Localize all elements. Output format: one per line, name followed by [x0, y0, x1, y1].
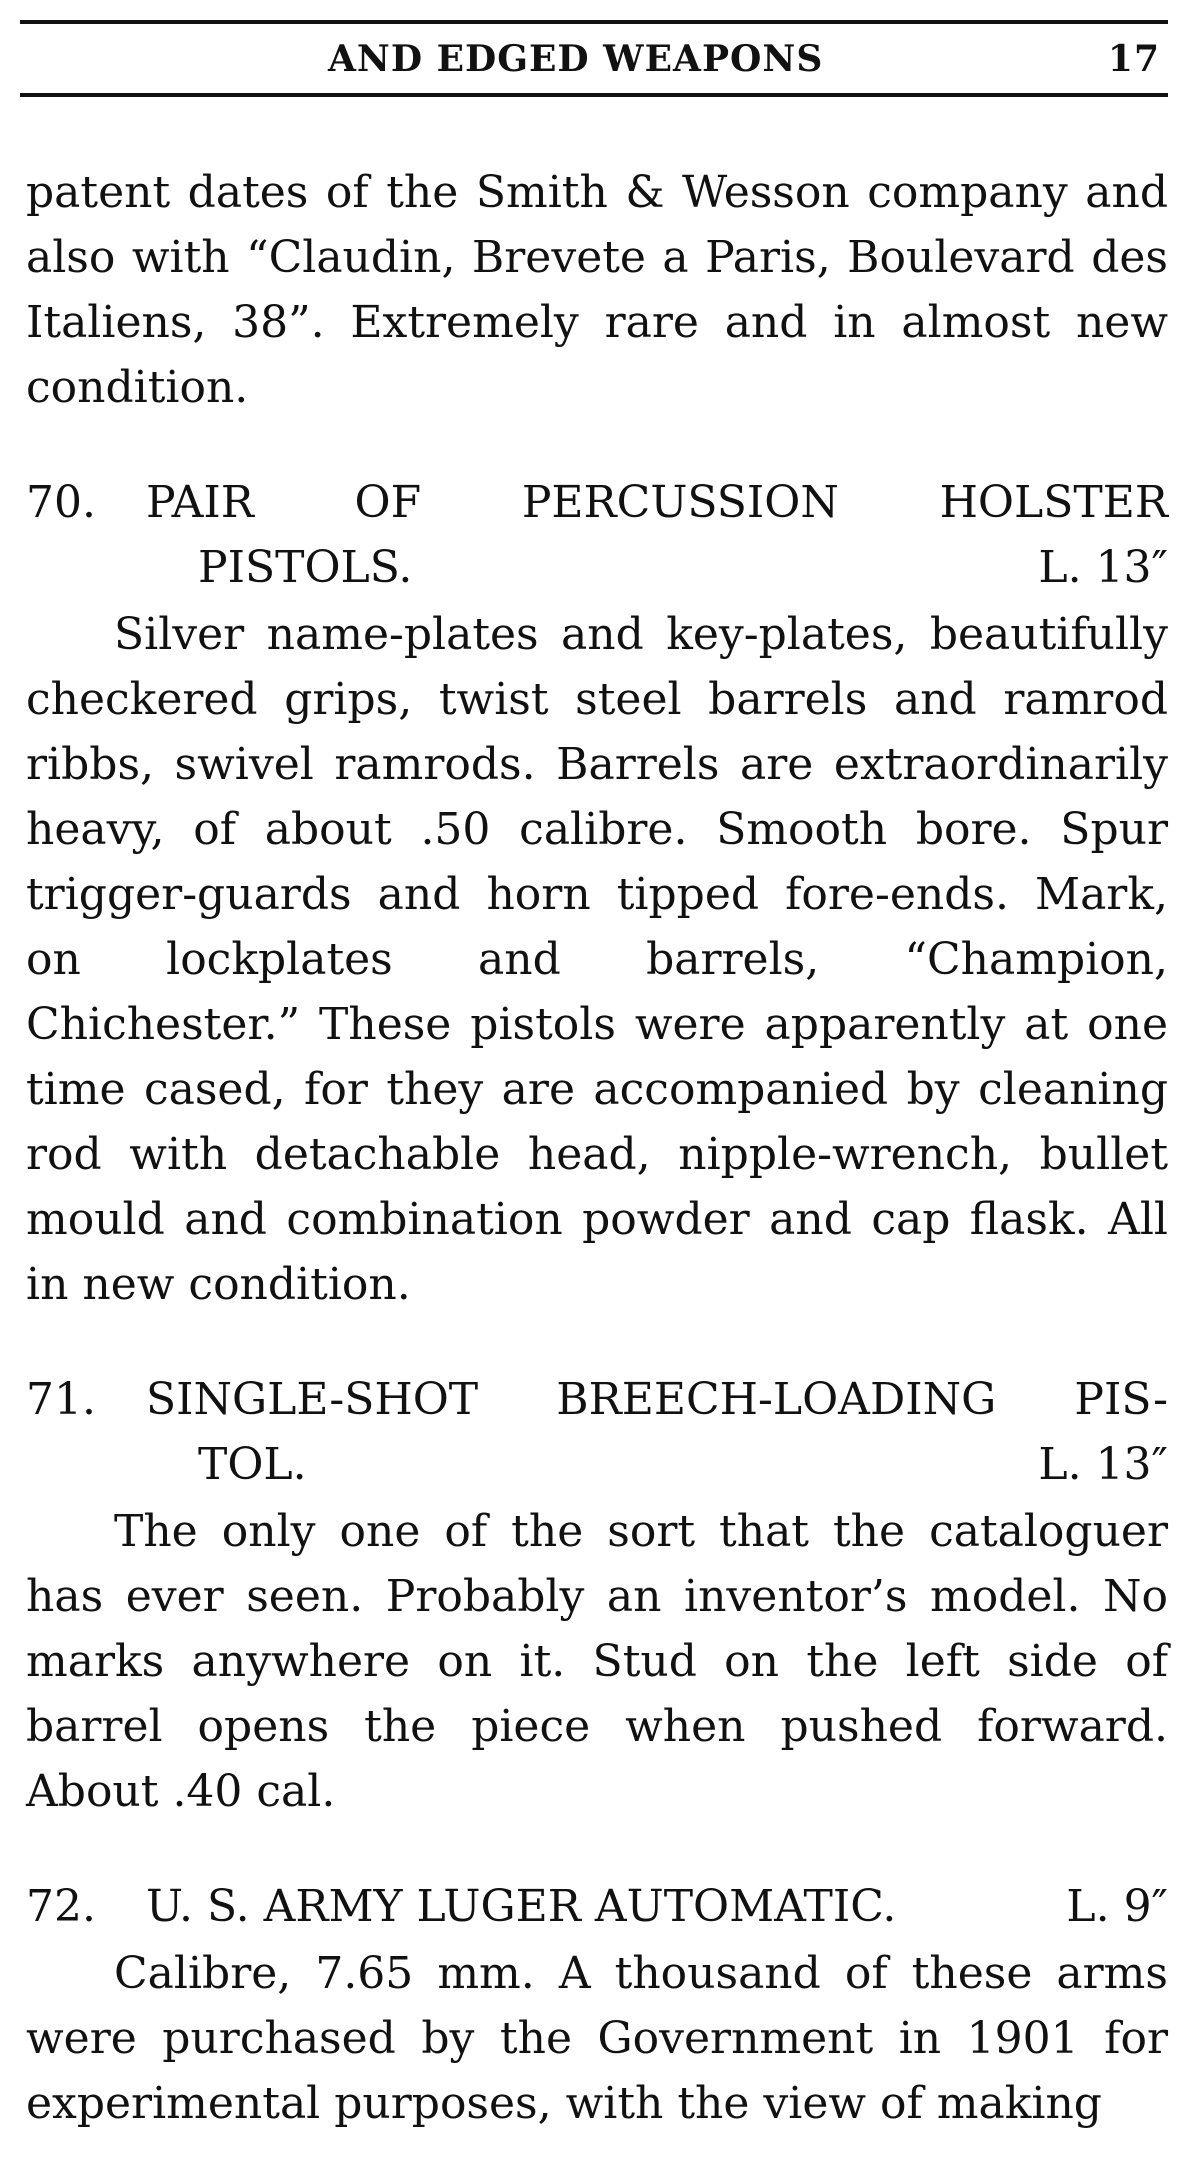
entry-description: Calibre, 7.65 mm. A thousand of these arms were purchased by the Government in 1901 for experimental purposes, with the view of making: [26, 1948, 1168, 2129]
entry-description: Silver name-plates and key-plates, beautifully checkered grips, twist steel barrels and ramrod ribbs, swivel ramrods. Barrels are extraordinarily heavy, of about .50 calibre. Smooth bore. Spur trigger-guards and horn tipped fore-ends. Mark, on lockplates and barrels, “Champion, Chichester.” These pistols were apparently at one time cased, for they are accompanied by cleaning rod with detachable head, nipple-wrench, bullet mould and combination powder and cap flask. All in new condition.: [26, 609, 1168, 1310]
entry-number: 71.: [26, 1374, 96, 1425]
running-head: [20, 38, 1168, 88]
heading-word: PAIR: [146, 477, 254, 528]
entry-length: L. 13″: [1038, 542, 1168, 593]
entry-heading: [26, 470, 1168, 600]
entry-length: L. 9″: [1066, 1881, 1168, 1932]
continuation-paragraph: patent dates of the Smith & Wesson company and also with “Claudin, Brevete a Paris, Boulevard des Italiens, 38”. Extremely rare and in almost new condition.: [26, 167, 1168, 413]
heading-continuation: TOL.: [198, 1439, 307, 1490]
heading-continuation: PISTOLS.: [198, 542, 413, 593]
catalogue-entry-72: [26, 1874, 1168, 2136]
entry-description: The only one of the sort that the cataloguer has ever seen. Probably an inventor’s model. No marks anywhere on it. Stud on the left side of barrel opens the piece when pushed forward. About .40 cal.: [26, 1506, 1168, 1817]
heading-word: BREECH-LOADING: [556, 1374, 997, 1425]
running-head-title: AND EDGED WEAPONS: [328, 38, 824, 80]
entry-number: 72.: [26, 1881, 96, 1932]
entry-title: U. S. ARMY LUGER AUTOMATIC.: [146, 1881, 897, 1932]
heading-word: PERCUSSION: [521, 477, 839, 528]
heading-word: HOLSTER: [939, 477, 1168, 528]
header-rule-bottom: [20, 93, 1168, 97]
entry-heading: [26, 1874, 1168, 1939]
entry-heading: [26, 1367, 1168, 1497]
heading-word: SINGLE-SHOT: [146, 1374, 479, 1425]
page-body: [26, 160, 1168, 2136]
heading-word: PIS-: [1074, 1374, 1168, 1425]
entry-number: 70.: [26, 477, 96, 528]
catalogue-entry-71: [26, 1367, 1168, 1824]
heading-word: OF: [354, 477, 422, 528]
page-number: 17: [1107, 38, 1160, 80]
catalogue-entry-70: [26, 470, 1168, 1317]
entry-length: L. 13″: [1038, 1439, 1168, 1490]
header-rule-top: [20, 20, 1168, 24]
